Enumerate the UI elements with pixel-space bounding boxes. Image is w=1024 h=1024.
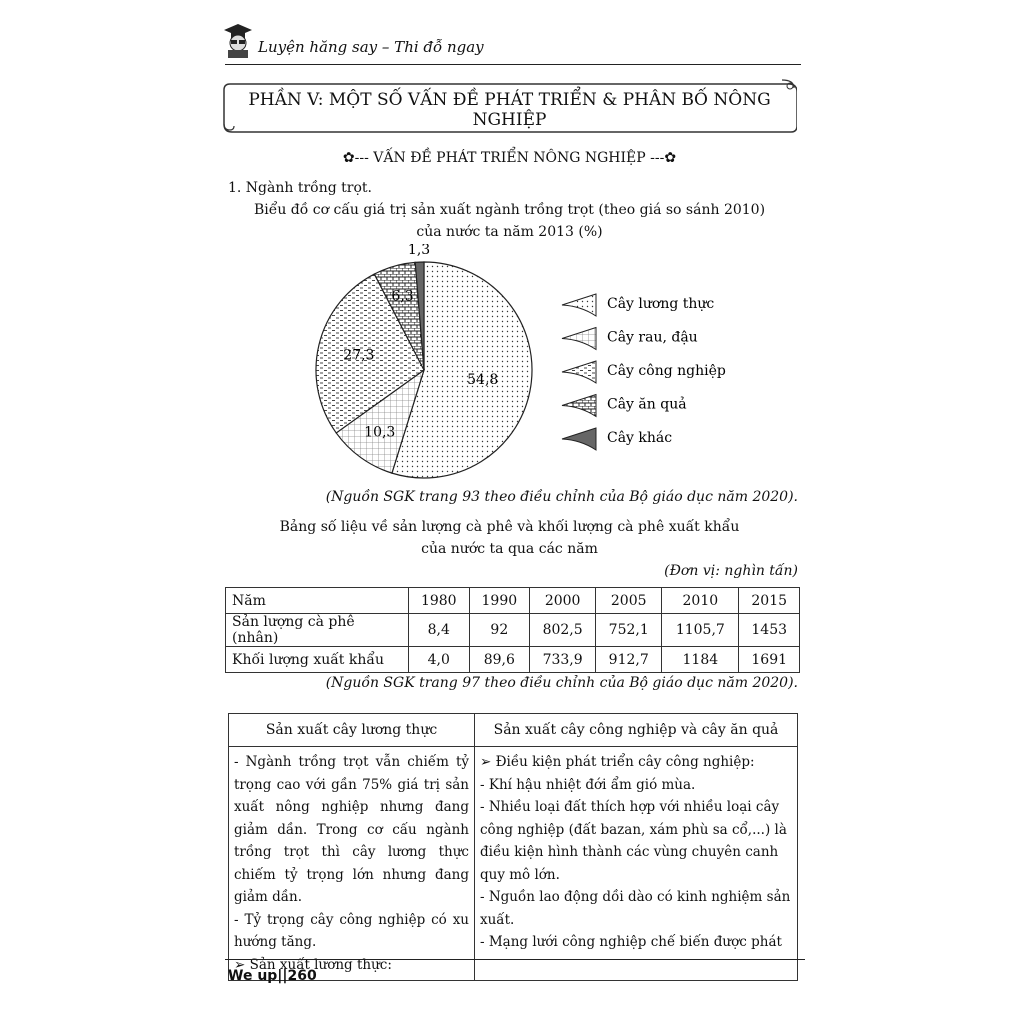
info-paragraph: ➢ Điều kiện phát triển cây công nghiệp: — [480, 754, 755, 770]
info-paragraph: - Nhiều loại đất thích hợp với nhiều loại cây công nghiệp (đất bazan, xám phù sa cổ,...) là điều kiện hình thành các vùng chuyên canh quy mô lớn. — [480, 799, 787, 883]
table-row — [226, 647, 800, 673]
table-cell: 1980 — [409, 588, 470, 614]
chart-source: (Nguồn SGK trang 93 theo điều chỉnh của Bộ giáo dục năm 2020). — [325, 489, 798, 505]
table-cell: 733,9 — [530, 647, 596, 673]
info-paragraph: - Ngành trồng trọt vẫn chiếm tỷ trọng cao với gần 75% giá trị sản xuất nông nghiệp nhưng đang giảm dần. Trong cơ cấu ngành trồng trọt thì cây lương thực chiếm tỷ trọng lớn nhưng đang giảm dần. — [234, 754, 469, 905]
section-title-text: --- VẤN ĐỀ PHÁT TRIỂN NÔNG NGHIỆP --- — [354, 150, 665, 166]
trefoil-icon: ✿ — [342, 150, 355, 166]
legend-swatch — [562, 294, 596, 316]
legend-swatch — [562, 361, 596, 383]
page-footer: We up||260 — [228, 968, 317, 984]
table-row — [226, 614, 800, 647]
info-paragraph: - Khí hậu nhiệt đới ẩm gió mùa. — [480, 776, 696, 793]
legend-swatch — [562, 428, 596, 450]
table-cell: 752,1 — [596, 614, 662, 647]
info-table — [228, 713, 798, 981]
legend-label: Cây công nghiệp — [607, 363, 726, 379]
table-cell: 1184 — [662, 647, 739, 673]
part-title: PHẦN V: MỘT SỐ VẤN ĐỀ PHÁT TRIỂN & PHÂN BỐ NÔNG NGHIỆP — [248, 90, 771, 130]
info-paragraph: - Mạng lưới công nghiệp chế biến được phát — [480, 934, 782, 950]
table-cell: 89,6 — [469, 647, 530, 673]
table-cell: 802,5 — [530, 614, 596, 647]
legend-label: Cây khác — [607, 430, 673, 446]
table-cell: 1691 — [739, 647, 800, 673]
legend-swatch — [562, 328, 596, 350]
info-paragraph: - Tỷ trọng cây công nghiệp có xu hướng tăng. — [234, 911, 469, 950]
info-paragraph: ➢ Sản xuất lương thực: — [234, 956, 392, 973]
pie-data-label: 10,3 — [364, 424, 396, 441]
chart-title-line1: Biểu đồ cơ cấu giá trị sản xuất ngành trồng trọt (theo giá so sánh 2010) — [253, 202, 766, 218]
table-cell: 2000 — [530, 588, 596, 614]
table-unit: (Đơn vị: nghìn tấn) — [664, 563, 798, 579]
header-divider — [225, 64, 801, 65]
pie-data-label: 6,3 — [391, 288, 414, 305]
info-body-row — [229, 747, 798, 981]
table-cell: 912,7 — [596, 647, 662, 673]
table-cell: Khối lượng xuất khẩu — [226, 647, 409, 673]
legend-label: Cây ăn quả — [607, 396, 687, 413]
table-cell: 8,4 — [409, 614, 470, 647]
student-mascot-icon — [222, 22, 254, 58]
subsection-heading: 1. Ngành trồng trọt. — [228, 180, 372, 196]
pie-data-label: 54,8 — [467, 371, 499, 388]
table-cell: 1990 — [469, 588, 530, 614]
table-cell: Năm — [226, 588, 409, 614]
pie-data-label: 1,3 — [407, 244, 431, 259]
table-cell: 2015 — [739, 588, 800, 614]
info-paragraph: - Nguồn lao động dồi dào có kinh nghiệm sản xuất. — [480, 889, 791, 928]
table-cell: 1453 — [739, 614, 800, 647]
coffee-table — [225, 587, 800, 673]
legend-label: Cây rau, đậu — [607, 329, 698, 346]
table-cell: 2010 — [662, 588, 739, 614]
table-title-line2: của nước ta qua các năm — [421, 541, 598, 557]
footer-divider — [225, 959, 805, 960]
info-header-cell: Sản xuất cây lương thực — [229, 714, 475, 747]
header-slogan: Luyện hăng say – Thi đỗ ngay — [258, 38, 484, 56]
table-source: (Nguồn SGK trang 97 theo điều chỉnh của Bộ giáo dục năm 2020). — [325, 675, 798, 691]
table-cell: 4,0 — [409, 647, 470, 673]
legend-swatch — [562, 395, 596, 417]
info-col2 — [475, 747, 798, 981]
trefoil-icon: ✿ — [664, 150, 677, 166]
legend-label: Cây lương thực — [607, 296, 715, 312]
table-cell: 1105,7 — [662, 614, 739, 647]
section-title — [222, 150, 797, 166]
table-cell: 2005 — [596, 588, 662, 614]
info-header-row — [229, 714, 798, 747]
pie-chart — [300, 244, 800, 484]
table-cell: 92 — [469, 614, 530, 647]
info-header-cell: Sản xuất cây công nghiệp và cây ăn quả — [475, 714, 798, 747]
table-title-line1: Bảng số liệu về sản lượng cà phê và khối lượng cà phê xuất khẩu — [279, 519, 740, 535]
table-cell: Sản lượng cà phê (nhân) — [226, 614, 409, 647]
pie-data-label: 27,3 — [343, 347, 375, 364]
chart-title-line2: của nước ta năm 2013 (%) — [416, 224, 603, 240]
info-col1 — [229, 747, 475, 981]
table-header-row — [226, 588, 800, 614]
